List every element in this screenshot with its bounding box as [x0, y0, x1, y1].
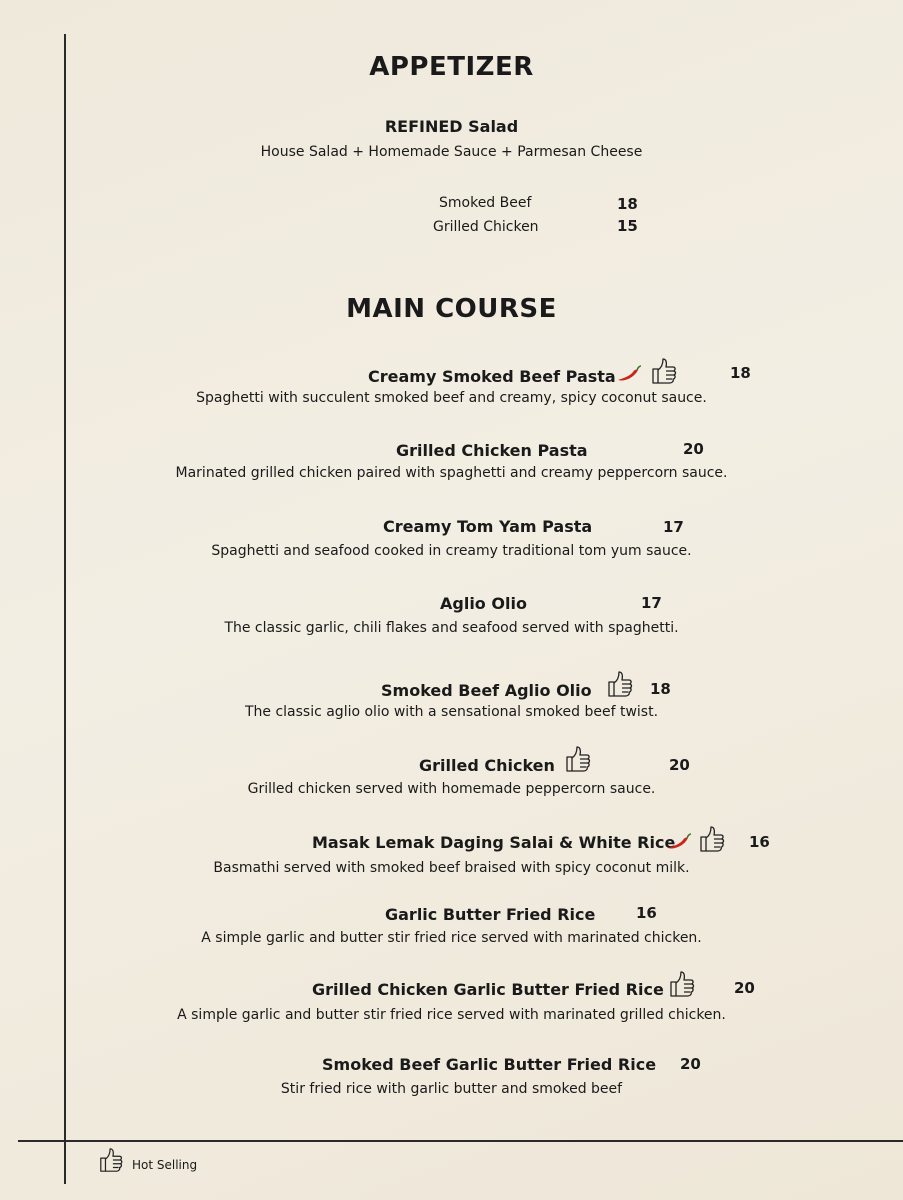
menu-item-description: Basmathi served with smoked beef braised with spicy coconut milk. — [213, 860, 690, 876]
menu-item-price: 20 — [683, 440, 704, 458]
menu-item-description: A simple garlic and butter stir fried rice served with marinated grilled chicken. — [177, 1007, 726, 1023]
menu-item-description: Spaghetti with succulent smoked beef and creamy, spicy coconut sauce. — [196, 390, 707, 406]
menu-item-price: 17 — [641, 594, 662, 612]
menu-item-name: Garlic Butter Fried Rice — [385, 905, 596, 924]
main-course-heading: MAIN COURSE — [346, 294, 557, 324]
footer-divider — [18, 1140, 903, 1142]
menu-item-price: 20 — [680, 1055, 701, 1073]
salad-option-name: Grilled Chicken — [433, 219, 539, 235]
menu-item-price: 18 — [730, 364, 751, 382]
menu-item-price: 17 — [663, 518, 684, 536]
salad-option-price: 15 — [617, 217, 638, 235]
menu-item-name: Grilled Chicken — [419, 756, 555, 775]
menu-item-price: 20 — [734, 979, 755, 997]
menu-item-description: Stir fried rice with garlic butter and smoked beef — [280, 1081, 623, 1097]
menu-item-name: Creamy Smoked Beef Pasta — [368, 367, 616, 386]
salad-description: House Salad + Homemade Sauce + Parmesan Cheese — [260, 144, 643, 160]
menu-item-price: 16 — [749, 833, 770, 851]
chili-pepper-icon — [616, 364, 642, 384]
menu-item-price: 16 — [636, 904, 657, 922]
thumbs-up-icon — [698, 824, 728, 854]
menu-item-price: 20 — [669, 756, 690, 774]
menu-item-name: Masak Lemak Daging Salai & White Rice — [312, 833, 676, 852]
salad-option-price: 18 — [617, 195, 638, 213]
menu-item-name: Smoked Beef Aglio Olio — [381, 681, 592, 700]
menu-item-description: Marinated grilled chicken paired with spaghetti and creamy peppercorn sauce. — [175, 465, 728, 481]
menu-item-description: A simple garlic and butter stir fried rice served with marinated chicken. — [201, 930, 702, 946]
thumbs-up-icon — [564, 744, 594, 774]
thumbs-up-icon — [650, 356, 680, 386]
thumbs-up-icon — [98, 1146, 126, 1174]
legend-hot-selling-label: Hot Selling — [132, 1158, 198, 1172]
chili-pepper-icon — [666, 832, 692, 852]
salad-title: REFINED Salad — [384, 117, 519, 136]
menu-item-name: Grilled Chicken Garlic Butter Fried Rice — [312, 980, 664, 999]
menu-item-description: Grilled chicken served with homemade peppercorn sauce. — [247, 781, 656, 797]
menu-item-name: Smoked Beef Garlic Butter Fried Rice — [322, 1055, 657, 1074]
menu-item-description: The classic garlic, chili flakes and seafood served with spaghetti. — [224, 620, 679, 636]
menu-item-price: 18 — [650, 680, 671, 698]
salad-option-name: Smoked Beef — [439, 195, 532, 211]
appetizer-heading: APPETIZER — [369, 52, 534, 82]
menu-item-name: Grilled Chicken Pasta — [396, 441, 588, 460]
menu-item-description: Spaghetti and seafood cooked in creamy traditional tom yum sauce. — [211, 543, 692, 559]
menu-item-description: The classic aglio olio with a sensational smoked beef twist. — [244, 704, 659, 720]
thumbs-up-icon — [606, 669, 636, 699]
menu-item-name: Creamy Tom Yam Pasta — [383, 517, 593, 536]
thumbs-up-icon — [668, 969, 698, 999]
menu-item-name: Aglio Olio — [440, 594, 527, 613]
